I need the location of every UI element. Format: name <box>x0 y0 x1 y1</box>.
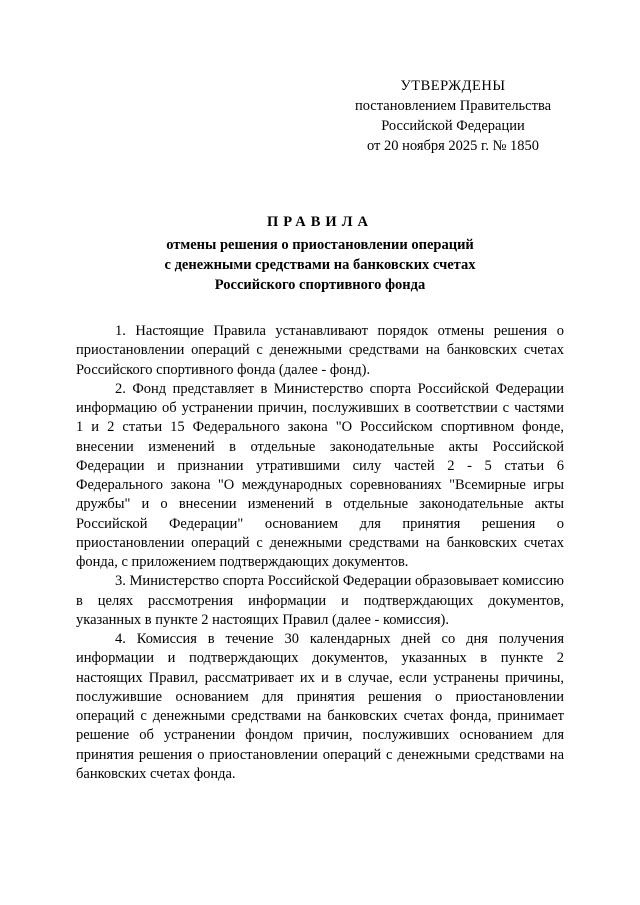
subtitle-line: Российского спортивного фонда <box>214 277 426 293</box>
paragraph-4: 4. Комиссия в течение 30 календарных дней со дня получения информации и подтверждающих документов, указанных в пункте 2 настоящих Правил, рассматривает их и в случае, если устранены причины, послужившие основанием для принятия решения о приостановлении операций с денежными средствами на банковских счетах фонда, принимает решение об устранении фондом причин, послуживших основанием для принятия решения о приостановлении операций с денежными средствами на банковских счетах фонда. <box>76 631 564 782</box>
approval-line-date: от 20 ноября 2025 г. № 1850 <box>366 138 540 154</box>
approval-line-resolution: постановлением Правительства <box>354 98 552 114</box>
document-body <box>76 322 564 784</box>
approval-heading: УТВЕРЖДЕНЫ <box>400 78 506 94</box>
subtitle-line: с денежными средствами на банковских счетах <box>164 257 476 273</box>
approval-line-government: Российской Федерации <box>381 118 525 134</box>
paragraph-3: 3. Министерство спорта Российской Федерации образовывает комиссию в целях рассмотрения информации и подтверждающих документов, указанных в пункте 2 настоящих Правил (далее - комиссия). <box>76 573 564 628</box>
paragraph-1: 1. Настоящие Правила устанавливают порядок отмены решения о приостановлении операций с денежными средствами на банковских счетах Российского спортивного фонда (далее - фонд). <box>76 323 564 378</box>
document-subtitle <box>100 235 540 295</box>
document-title: ПРАВИЛА <box>267 214 373 230</box>
approval-block <box>346 76 560 156</box>
subtitle-line: отмены решения о приостановлении операций <box>166 237 474 253</box>
paragraph-2: 2. Фонд представляет в Министерство спорта Российской Федерации информацию об устранении причин, послуживших в соответствии с частями 1 и 2 статьи 15 Федерального закона "О Российском спортивном фонде, внесении изменений в отдельные законодательные акты Российской Федерации и признании утратившими силу частей 2 - 5 статьи 6 Федерального закона "О международных соревнованиях "Всемирные игры дружбы" и о внесении изменений в отдельные законодательные акты Российской Федерации" основанием для принятия решения о приостановлении операций с денежными средствами на банковских счетах фонда, с приложением подтверждающих документов. <box>76 380 564 570</box>
